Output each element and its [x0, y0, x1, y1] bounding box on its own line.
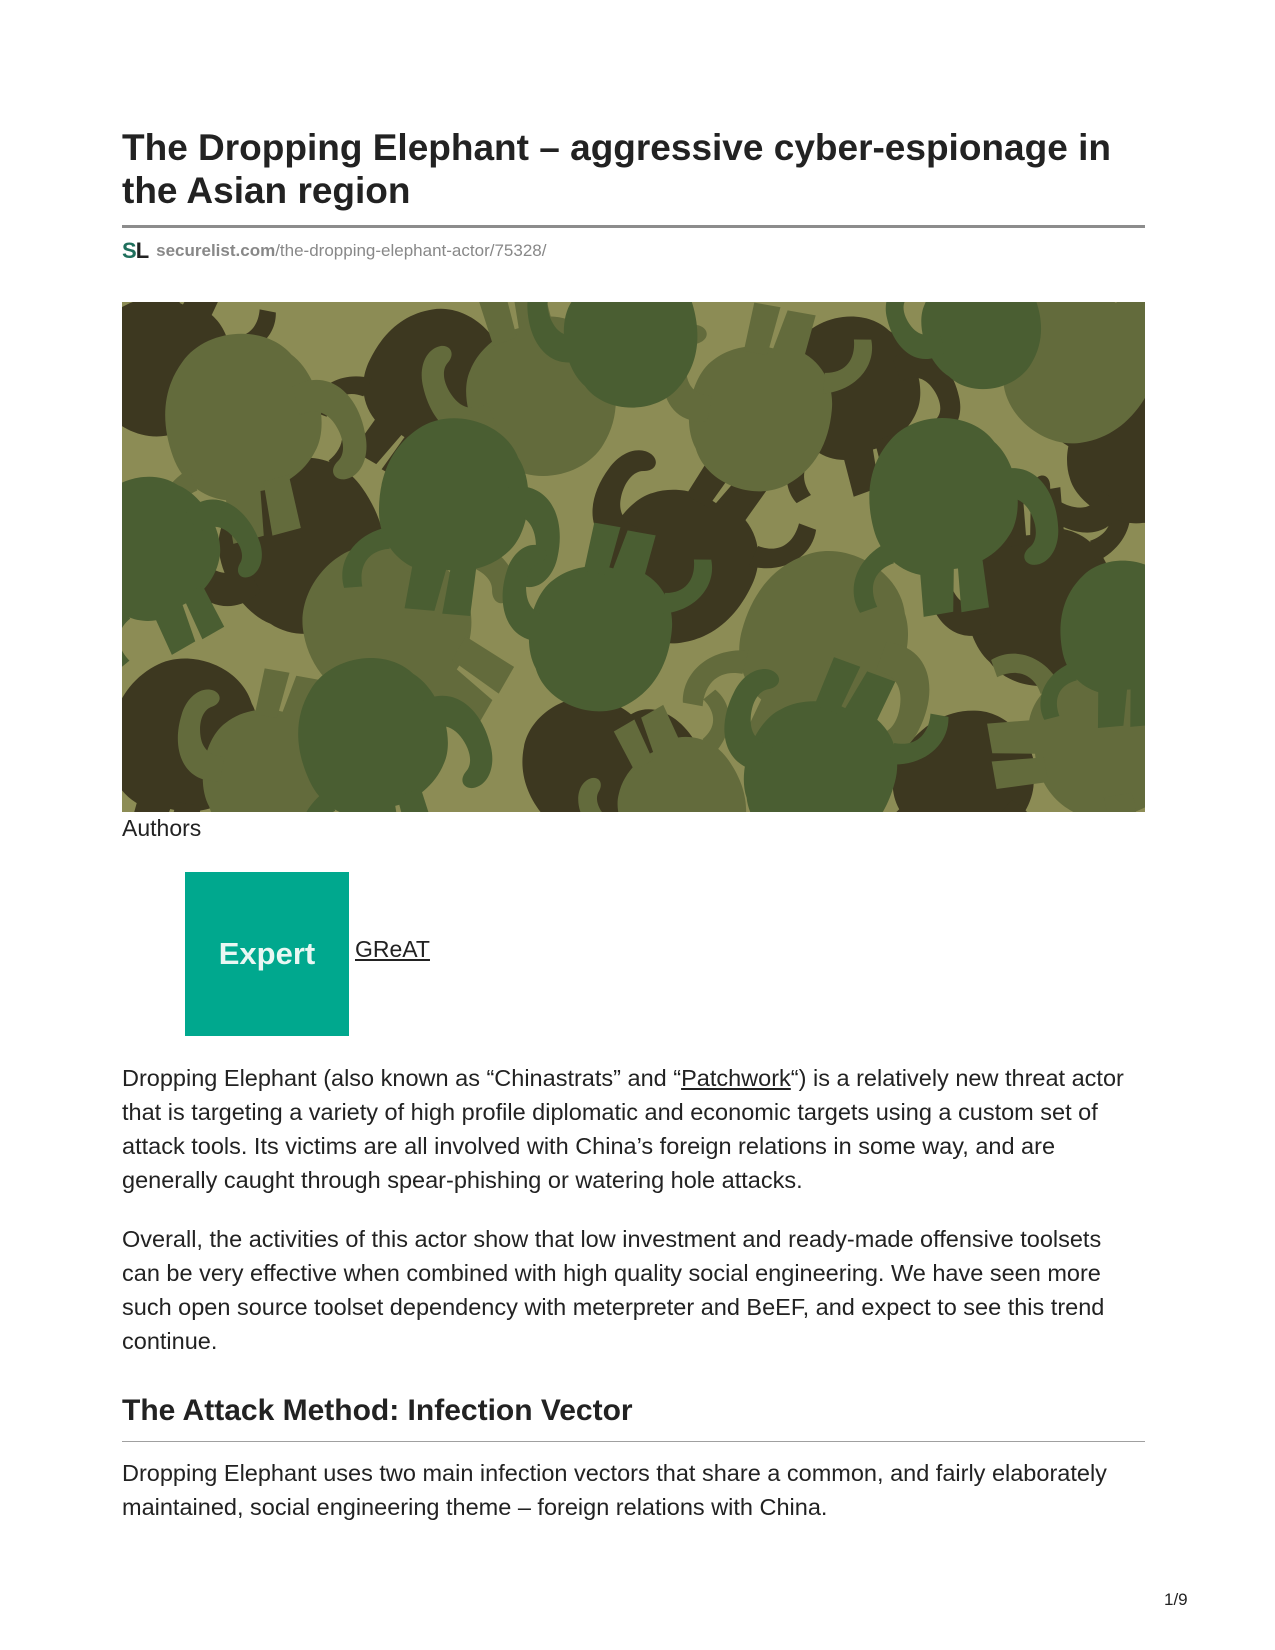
author-card [185, 872, 430, 1036]
source-path-link[interactable]: /the-dropping-elephant-actor/75328/ [275, 241, 547, 260]
authors-label: Authors [122, 815, 202, 841]
section-divider [122, 1441, 1145, 1442]
author-name-link[interactable]: GReAT [355, 935, 430, 962]
intro-text-before-link: Dropping Elephant (also known as “Chinastrats” and “ [122, 1065, 682, 1091]
title-divider [122, 225, 1145, 228]
summary-paragraph: Overall, the activities of this actor show that low investment and ready-made offensive toolsets can be very effective when combined with high quality social engineering. We have seen more such open source toolset dependency with meterpreter and BeEF, and expect to see this trend continue. [122, 1226, 1105, 1354]
securelist-logo-icon [122, 240, 148, 262]
source-line [122, 237, 546, 265]
section-heading: The Attack Method: Infection Vector [122, 1394, 633, 1427]
intro-text-after-link: “) is a relatively new threat actor that is targeting a variety of high profile diplomatic and economic targets using a custom set of attack tools. Its victims are all involved with China’s foreign relations in some way, and are generally caught through spear-phishing or watering hole attacks. [122, 1065, 1124, 1193]
page-number: 1/9 [1164, 1590, 1188, 1609]
hero-image-elephant-camouflage [122, 302, 1145, 812]
article-title: The Dropping Elephant – aggressive cyber-espionage in the Asian region [122, 127, 1111, 211]
logo-letter-l: L [135, 238, 149, 263]
logo-letter-s: S [122, 238, 136, 263]
source-domain-link[interactable]: securelist.com [156, 241, 276, 260]
author-avatar: Expert [185, 872, 349, 1036]
infection-vector-paragraph: Dropping Elephant uses two main infection vectors that share a common, and fairly elaborately maintained, social engineering theme – foreign relations with China. [122, 1460, 1107, 1520]
patchwork-link[interactable]: Patchwork [681, 1065, 791, 1091]
intro-paragraph [122, 1061, 1145, 1197]
